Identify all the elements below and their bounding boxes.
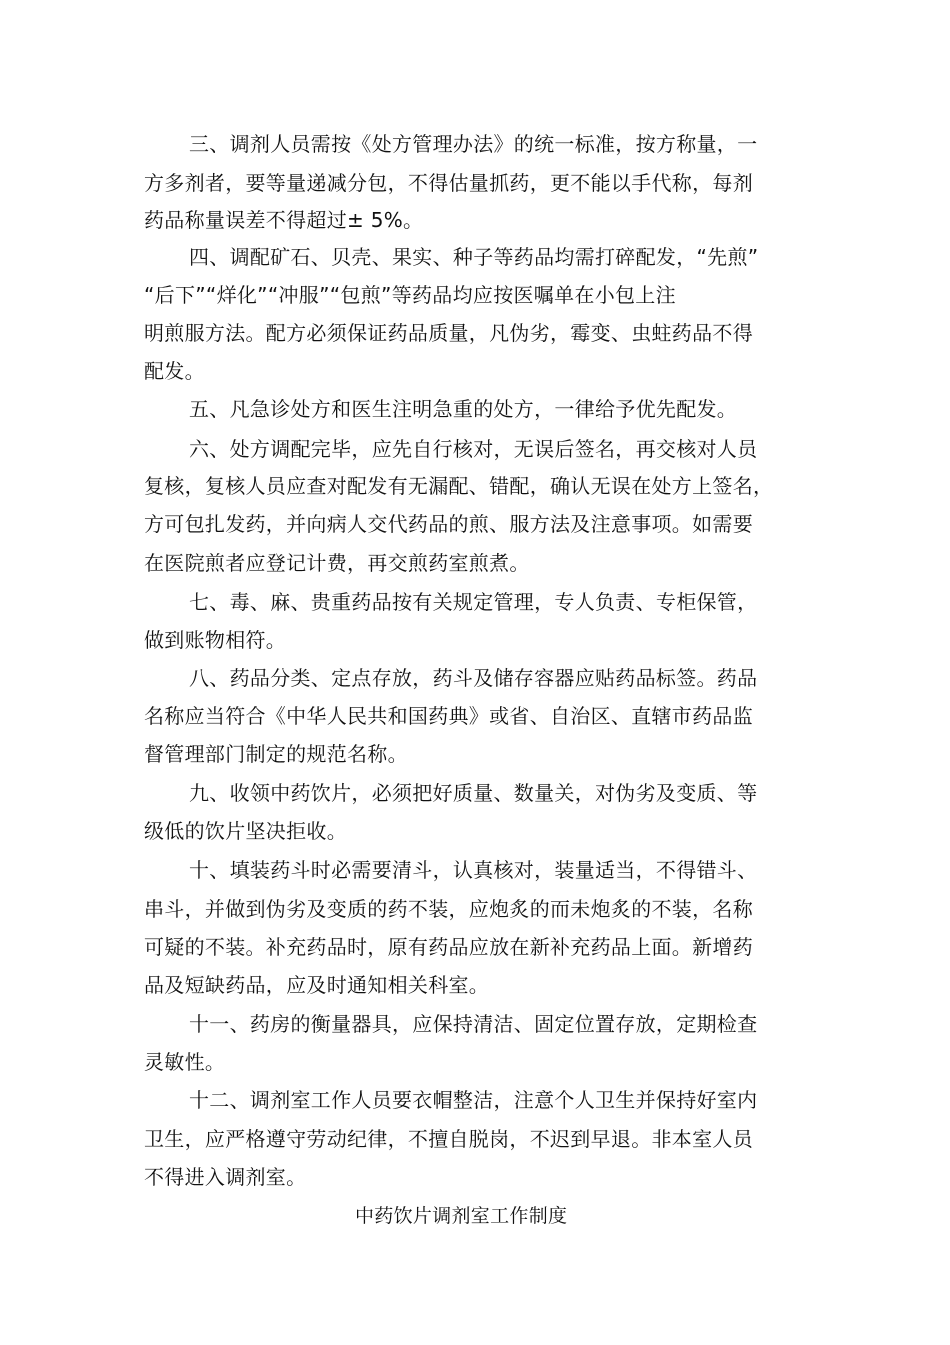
paragraph-line: 灵敏性。 xyxy=(144,1050,226,1074)
paragraph-line: 药品称量误差不得超过± 5%。 xyxy=(144,208,424,232)
paragraph-line: 十一、药房的衡量器具，应保持清洁、固定位置存放，定期检查 xyxy=(189,1012,758,1036)
paragraph-line: 级低的饮片坚决拒收。 xyxy=(144,819,347,843)
paragraph-line: 方可包扎发药，并向病人交代药品的煎、服方法及注意事项。如需要 xyxy=(144,512,753,536)
document-title: 中药饮片调剂室工作制度 xyxy=(355,1205,568,1227)
paragraph-line: 在医院煎者应登记计费，再交煎药室煎煮。 xyxy=(144,551,530,575)
paragraph-line: 品及短缺药品，应及时通知相关科室。 xyxy=(144,973,490,997)
paragraph-line: 复核，复核人员应查对配发有无漏配、错配，确认无误在处方上签名， xyxy=(144,474,774,498)
paragraph-line: 名称应当符合《中华人民共和国药典》或省、自治区、直辖市药品监 xyxy=(144,704,753,728)
paragraph-line: 可疑的不装。补充药品时，原有药品应放在新补充药品上面。新增药 xyxy=(144,935,753,959)
paragraph-line: 做到账物相符。 xyxy=(144,628,287,652)
paragraph-line: “后下”“烊化”“冲服”“包煎”等药品均应按医嘱单在小包上注 xyxy=(144,283,676,307)
paragraph-line: 八、药品分类、定点存放，药斗及储存容器应贴药品标签。药品 xyxy=(189,666,758,690)
paragraph-line: 六、处方调配完毕，应先自行核对，无误后签名，再交核对人员 xyxy=(189,437,758,461)
paragraph-line: 不得进入调剂室。 xyxy=(144,1165,307,1189)
paragraph-line: 卫生，应严格遵守劳动纪律，不擅自脱岗，不迟到早退。非本室人员 xyxy=(144,1127,753,1151)
paragraph-line: 方多剂者，要等量递减分包，不得估量抓药，更不能以手代称，每剂 xyxy=(144,171,753,195)
paragraph-line: 四、调配矿石、贝壳、果实、种子等药品均需打碎配发，“先煎” xyxy=(189,245,759,269)
paragraph-line: 配发。 xyxy=(144,359,205,383)
paragraph-line: 七、毒、麻、贵重药品按有关规定管理，专人负责、专柜保管， xyxy=(189,590,758,614)
paragraph-line: 督管理部门制定的规范名称。 xyxy=(144,742,408,766)
paragraph-line: 十二、调剂室工作人员要衣帽整洁，注意个人卫生并保持好室内 xyxy=(189,1088,758,1112)
paragraph-line: 串斗，并做到伪劣及变质的药不装，应炮炙的而未炮炙的不装，名称 xyxy=(144,897,753,921)
paragraph-line: 三、调剂人员需按《处方管理办法》的统一标准，按方称量，一 xyxy=(189,132,758,156)
paragraph-line: 十、填装药斗时必需要清斗，认真核对，装量适当，不得错斗、 xyxy=(189,858,758,882)
paragraph-line: 明煎服方法。配方必须保证药品质量，凡伪劣，霉变、虫蛀药品不得 xyxy=(144,321,753,345)
paragraph-line: 九、收领中药饮片，必须把好质量、数量关，对伪劣及变质、等 xyxy=(189,781,758,805)
paragraph-line: 五、凡急诊处方和医生注明急重的处方，一律给予优先配发。 xyxy=(189,397,738,421)
